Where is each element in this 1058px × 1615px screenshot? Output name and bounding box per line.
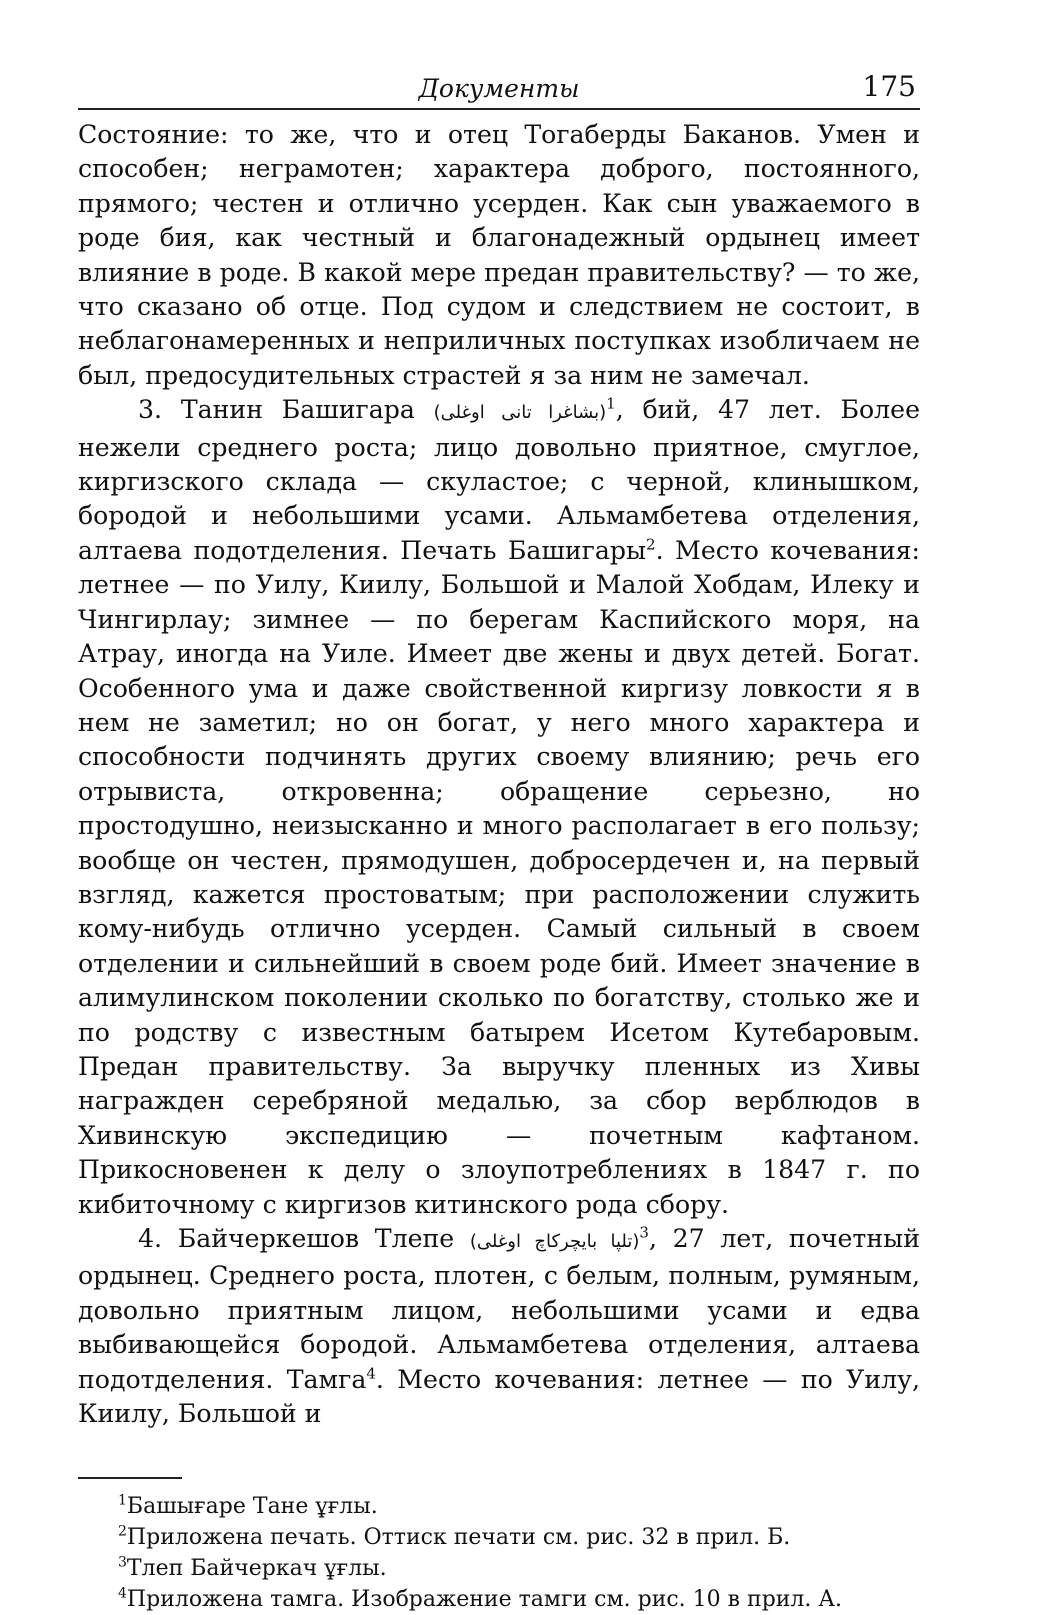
paragraph-text: , бий, 47 лет. Более нежели среднего роста; лицо довольно приятное, смуглое, киргизского склада — скуластое; с черной, клинышком, бородой и небольшими усами. Альмамбетева отделения, алтаева подотделения. Печать Башигары	[78, 395, 920, 565]
paragraph-text: , 27 лет, почетный ордынец. Среднего роста, плотен, с белым, полным, румяным, довольно приятным лицом, небольшими усами и едва выбивающейся бородой. Альмамбетева отделения, алтаева подотделения. Тамга	[78, 1224, 920, 1394]
footnote-text: Приложена тамга. Изображение тамги см. рис. 10 в прил. А.	[126, 1587, 843, 1613]
paragraph-text: . Место кочевания: летнее — по Уилу, Киилу, Большой и Малой Хобдам, Илеку и Чингирлау; зимнее — по берегам Каспийского моря, на Атрау, иногда на Уиле. Имеет две жены и двух детей. Богат. Особенного ума и даже свойственной киргизу ловкости я в нем не заметил; но он богат, у него много характера и способности подчинять других своему влиянию; речь его отрывиста, откровенна; обращение серьезно, но простодушно, неизысканно и много располагает в его пользу; вообще он честен, прямодушен, добросердечен и, на первый взгляд, кажется простоватым; при расположении служить кому-нибудь отлично усерден. Самый сильный в своем отделении и сильнейший в своем роде бий. Имеет значение в алимулинском поколении сколько по богатству, столько же и по родству с известным батырем Исетом Кутебаровым. Предан правительству. За выручку пленных из Хивы награжден серебряной медалью, за сбор верблюдов в Хивинскую экспедицию — почетным кафтаном. Прикосновенен к делу о злоупотреблениях в 1847 г. по кибиточному с киргизов китинского рода сбору.	[78, 535, 920, 1219]
footnote-number: 2	[118, 1524, 127, 1541]
footnote-ref[interactable]: 1	[606, 394, 616, 413]
running-header	[78, 68, 920, 110]
footnote-text: Тлеп Байчеркач ұғлы.	[126, 1556, 387, 1582]
footnote	[118, 1491, 920, 1522]
entry-heading: 3. Танин Башигара	[138, 395, 415, 425]
paragraph-tanin-bashigara	[78, 393, 920, 1222]
paragraph-baycherkeshov-tlepe	[78, 1222, 920, 1431]
arabic-name: (تلپا بايچركاچ اوغلى)	[469, 1231, 640, 1252]
paragraph-continuation: Состояние: то же, что и отец Тогаберды Баканов. Умен и способен; неграмотен; характера доброго, постоянного, прямого; честен и отлично усерден. Как сын уважаемого в роде бия, как честный и благонадежный ордынец имеет влияние в роде. В какой мере предан правительству? — то же, что сказано об отце. Под судом и следствием не состоит, в неблагонамеренных и неприличных поступках изобличаем не был, предосудительных страстей я за ним не замечал.	[78, 120, 920, 390]
paragraph-text: . Место кочевания: летнее — по Уилу, Киилу, Большой и	[78, 1364, 920, 1429]
page-number: 175	[862, 70, 916, 103]
footnote-ref[interactable]: 2	[646, 535, 656, 554]
footnote-number: 4	[118, 1586, 127, 1603]
footnote-divider	[78, 1477, 182, 1479]
body-text	[78, 118, 920, 1431]
footnote-text: Приложена печать. Оттиск печати см. рис. 32 в прил. Б.	[126, 1525, 791, 1551]
footnotes	[78, 1491, 920, 1615]
footnote-text: Башығаре Тане ұғлы.	[126, 1494, 378, 1520]
footnote	[118, 1553, 920, 1584]
header-title: Документы	[418, 74, 580, 103]
document-page	[78, 68, 920, 1615]
footnote-number: 3	[118, 1555, 127, 1572]
entry-heading: 4. Байчеркешов Тлепе	[138, 1224, 455, 1253]
footnote-ref[interactable]: 4	[366, 1364, 376, 1383]
footnote-ref[interactable]: 3	[639, 1223, 649, 1242]
footnote-number: 1	[118, 1493, 127, 1510]
footnote	[118, 1522, 920, 1553]
arabic-name: (بشاغرا تانى اوغلى)	[433, 402, 607, 424]
